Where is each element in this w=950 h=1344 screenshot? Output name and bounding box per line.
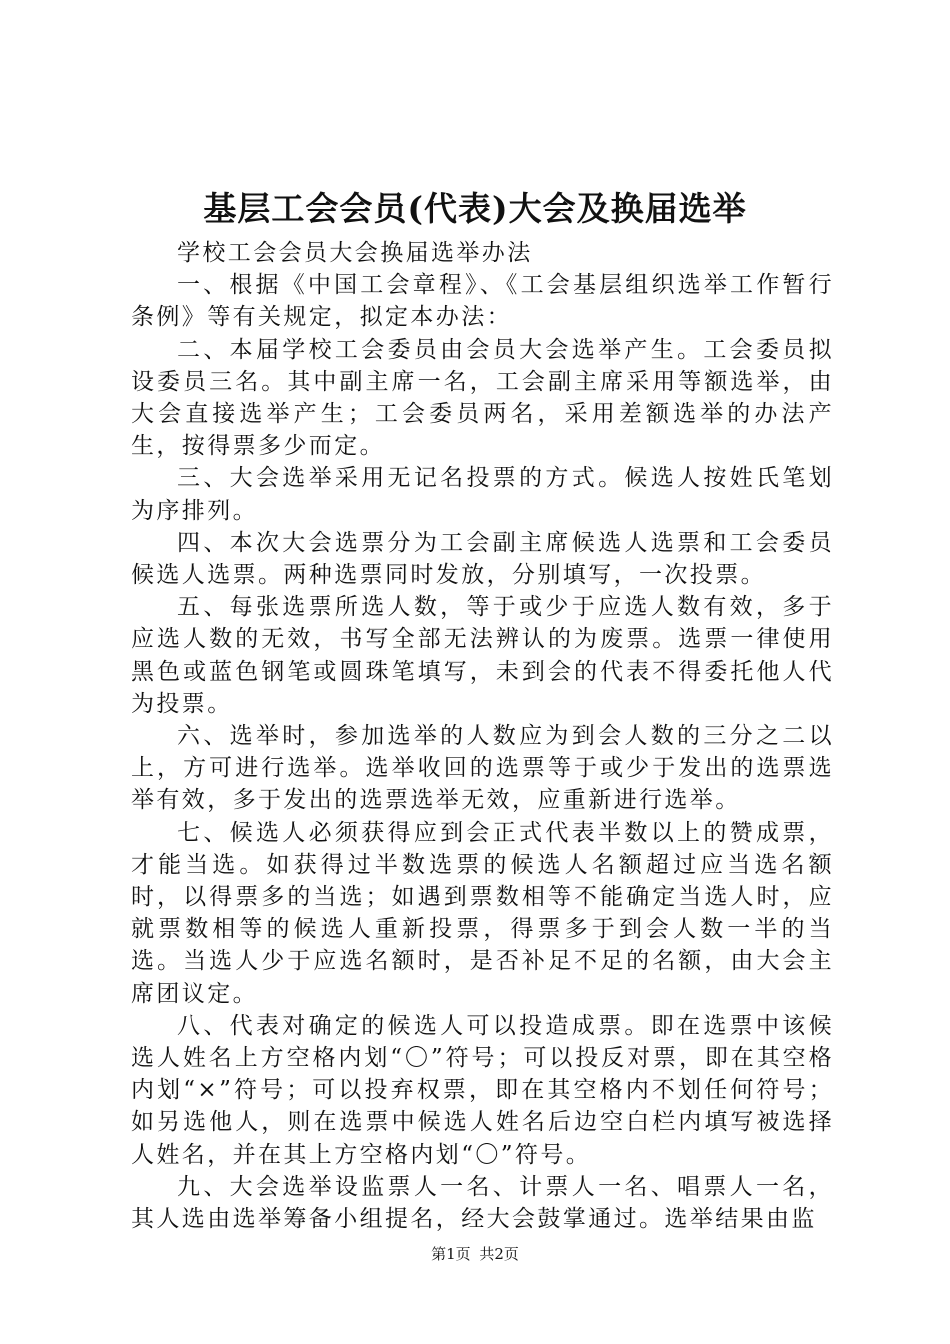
paragraph-4: 四、本次大会选票分为工会副主席候选人选票和工会委员候选人选票。两种选票同时发放，分别填写，一次投票。 bbox=[131, 529, 834, 589]
page-footer bbox=[0, 1242, 950, 1266]
page-number-total: 共2页 bbox=[479, 1245, 519, 1263]
paragraph-6: 六、选举时，参加选举的人数应为到会人数的三分之二以上，方可进行选举。选举收回的选票等于或少于发出的选票选举有效，多于发出的选票选举无效，应重新进行选举。 bbox=[131, 723, 834, 814]
document-title: 基层工会会员(代表)大会及换届选举 bbox=[203, 189, 747, 228]
page-number-current: 第1页 bbox=[431, 1245, 471, 1263]
paragraph-7: 七、候选人必须获得应到会正式代表半数以上的赞成票，才能当选。如获得过半数选票的候选人名额超过应当选名额时，以得票多的当选；如遇到票数相等不能确定当选人时，应就票数相等的候选人重新投票，得票多于到会人数一半的当选。当选人少于应选名额时，是否补足不足的名额，由大会主席团议定。 bbox=[131, 819, 834, 1007]
paragraph-2: 二、本届学校工会委员由会员大会选举产生。工会委员拟设委员三名。其中副主席一名，工会副主席采用等额选举，由大会直接选举产生；工会委员两名，采用差额选举的办法产生，按得票多少而定。 bbox=[131, 336, 834, 460]
document-body bbox=[131, 237, 834, 1235]
paragraph-1: 一、根据《中国工会章程》、《工会基层组织选举工作暂行条例》等有关规定，拟定本办法： bbox=[131, 272, 834, 331]
paragraph-heading: 学校工会会员大会换届选举办法 bbox=[177, 240, 533, 266]
paragraph-9: 九、大会选举设监票人一名、计票人一名、唱票人一名，其人选由选举筹备小组提名，经大会鼓掌通过。选举结果由监 bbox=[131, 1173, 834, 1233]
paragraph-8: 八、代表对确定的候选人可以投造成票。即在选票中该候选人姓名上方空格内划“〇”符号；可以投反对票，即在其空格内划“×”符号；可以投弃权票，即在其空格内不划任何符号；如另选他人，则在选票中候选人姓名后边空白栏内填写被选择人姓名，并在其上方空格内划“〇”符号。 bbox=[131, 1012, 834, 1168]
paragraph-3: 三、大会选举采用无记名投票的方式。候选人按姓氏笔划为序排列。 bbox=[131, 465, 834, 524]
paragraph-5: 五、每张选票所选人数，等于或少于应选人数有效，多于应选人数的无效，书写全部无法辨认的为废票。选票一律使用黑色或蓝色钢笔或圆珠笔填写，未到会的代表不得委托他人代为投票。 bbox=[131, 594, 834, 717]
